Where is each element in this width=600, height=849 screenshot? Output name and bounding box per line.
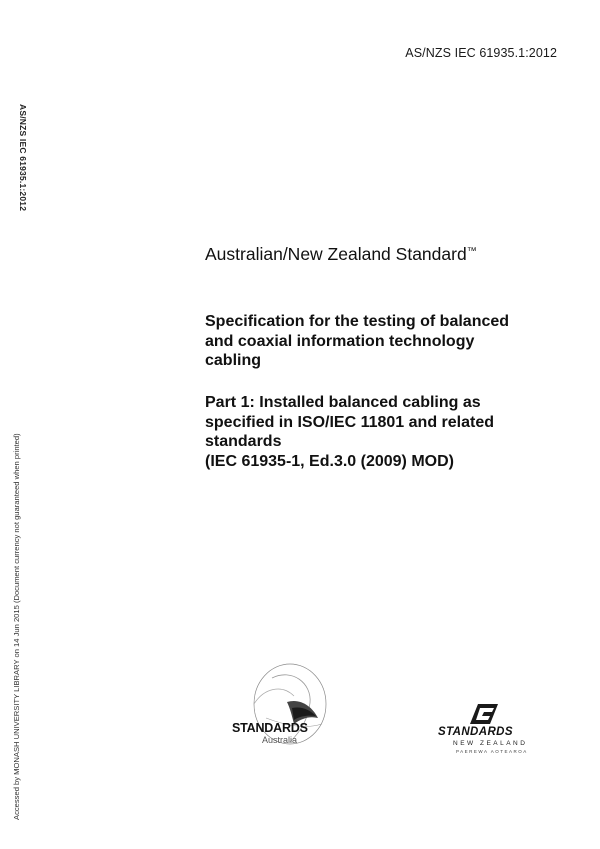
standard-type-text: Australian/New Zealand Standard <box>205 244 467 264</box>
trademark-symbol: ™ <box>466 246 477 257</box>
title-line: and coaxial information technology <box>205 332 475 350</box>
standards-australia-subtitle: Australia <box>262 735 298 745</box>
document-title <box>205 312 585 371</box>
part-line: standards <box>205 433 282 450</box>
part-line: Part 1: Installed balanced cabling as <box>205 394 481 411</box>
standards-nz-maori-subtitle: PAEREWA AOTEAROA <box>456 749 528 754</box>
standards-australia-logo <box>232 658 352 758</box>
spine-standard-code: AS/NZS IEC 61935.1:2012 <box>18 104 28 212</box>
title-line: Specification for the testing of balanced <box>205 313 510 330</box>
standards-nz-subtitle: NEW ZEALAND <box>453 740 528 747</box>
access-notice: Accessed by MONASH UNIVERSITY LIBRARY on 14 Jun 2015 (Document currency not guaranteed when printed) <box>12 433 21 820</box>
title-line: cabling <box>205 352 262 369</box>
standards-australia-wordmark: STANDARDS <box>232 721 308 735</box>
part-line: (IEC 61935-1, Ed.3.0 (2009) MOD) <box>205 452 454 470</box>
standard-type-heading <box>205 244 477 265</box>
header-standard-code: AS/NZS IEC 61935.1:2012 <box>405 46 557 60</box>
part-title <box>205 393 585 471</box>
part-line: specified in ISO/IEC 11801 and related <box>205 413 495 431</box>
standards-nz-wordmark: STANDARDS <box>438 726 513 738</box>
standards-nz-logo <box>438 700 548 760</box>
